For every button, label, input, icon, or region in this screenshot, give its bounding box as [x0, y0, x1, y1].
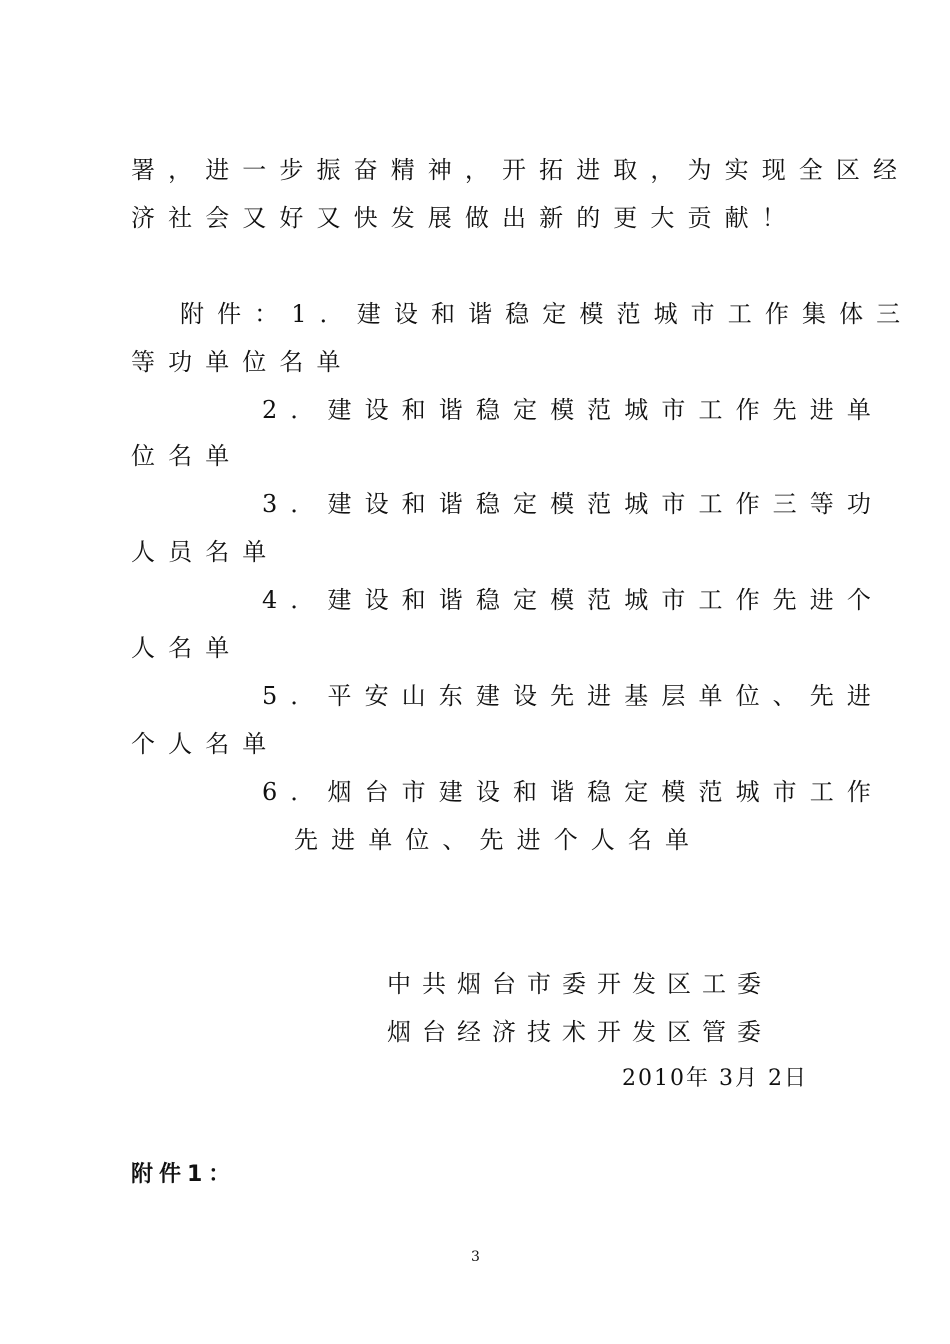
attachment-4-line-1: 4．建设和谐稳定模范城市工作先进个	[262, 586, 884, 614]
attachment-3-line-2: 人员名单	[131, 538, 280, 566]
attachment-5-line-2: 个人名单	[131, 730, 280, 758]
attachment-1-line-2: 等功单位名单	[131, 348, 354, 376]
attachment-6-line-2: 先进单位、先进个人名单	[294, 826, 703, 854]
attachment-4-line-2: 人名单	[131, 634, 243, 662]
annex-heading: 附件1：	[131, 1162, 237, 1187]
signature-date: 2010年 3月 2日	[622, 1066, 808, 1091]
attachment-1-line-1: 附件：1．建设和谐稳定模范城市工作集体三	[180, 300, 914, 328]
attachment-6-line-1: 6．烟台市建设和谐稳定模范城市工作	[262, 778, 884, 806]
signature-org-2: 烟台经济技术开发区管委	[387, 1018, 772, 1046]
attachment-5-line-1: 5．平安山东建设先进基层单位、先进	[262, 682, 884, 710]
body-line-2: 济社会又好又快发展做出新的更大贡献！	[131, 204, 799, 232]
attachment-2-line-2: 位名单	[131, 442, 243, 470]
page-number: 3	[471, 1249, 480, 1265]
signature-org-1: 中共烟台市委开发区工委	[387, 970, 772, 998]
attachment-3-line-1: 3．建设和谐稳定模范城市工作三等功	[262, 490, 884, 518]
attachment-2-line-1: 2．建设和谐稳定模范城市工作先进单	[262, 396, 884, 424]
body-line-1: 署，进一步振奋精神，开拓进取，为实现全区经	[131, 156, 911, 184]
